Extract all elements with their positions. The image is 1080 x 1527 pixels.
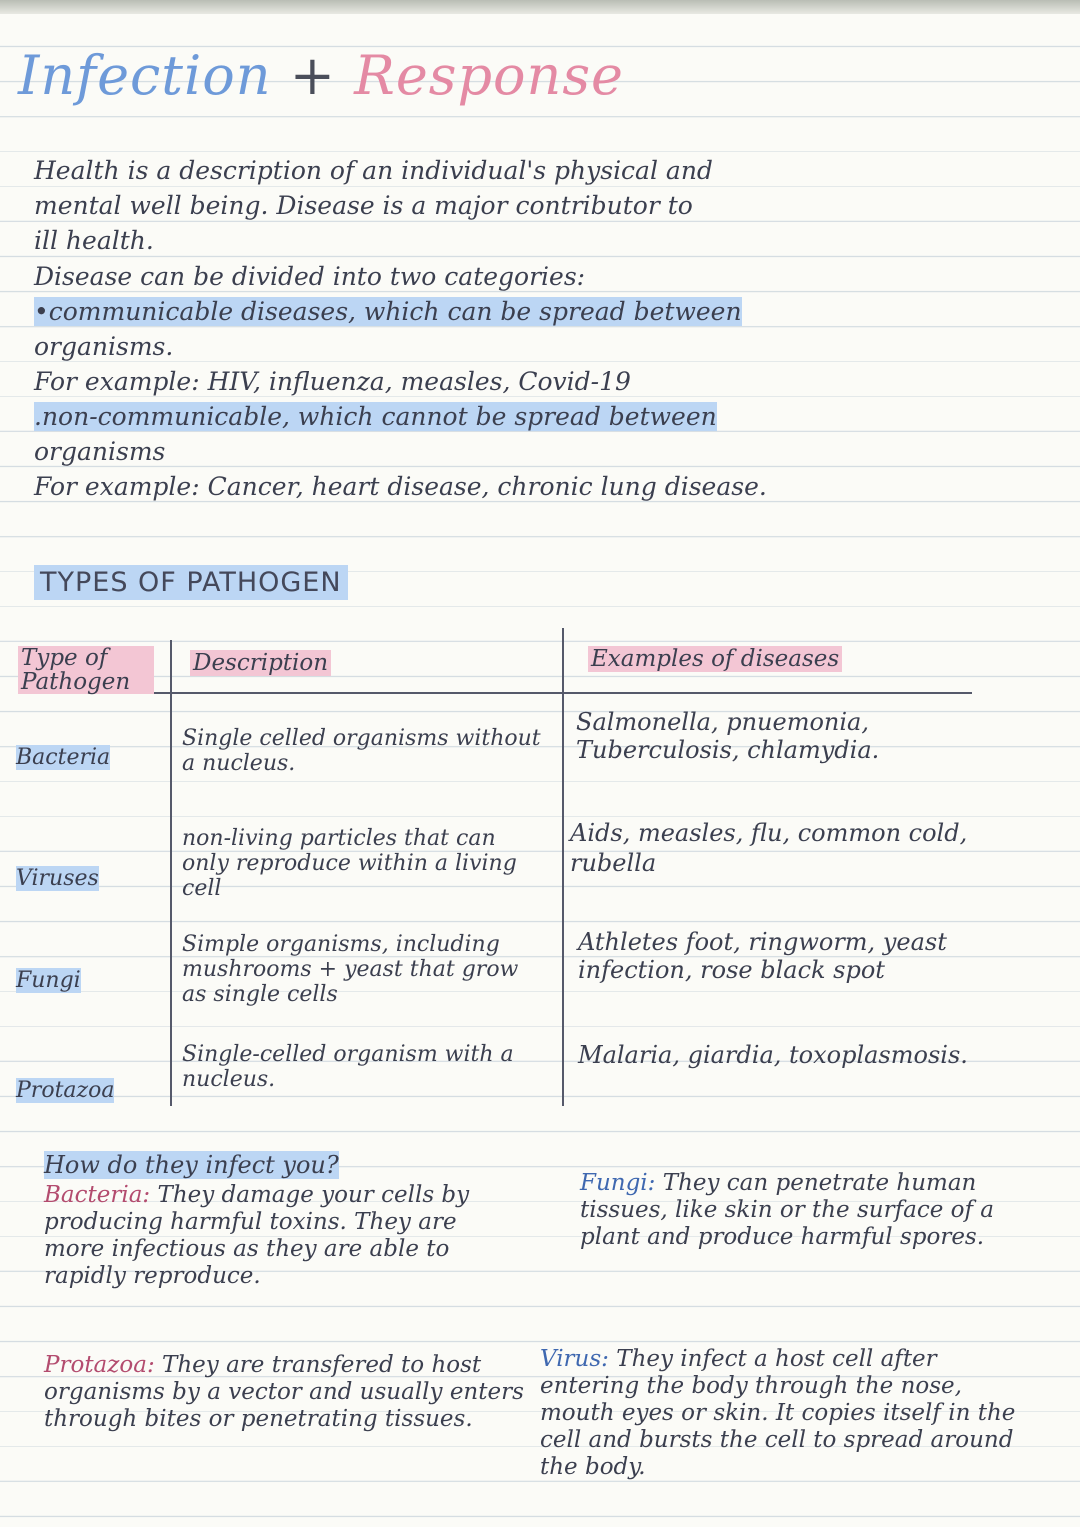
- table-row-type: Viruses: [16, 866, 99, 891]
- section-title: TYPES OF PATHOGEN: [34, 565, 348, 600]
- title-part-infection: Infection: [18, 44, 272, 107]
- table-row-type: Fungi: [16, 968, 81, 993]
- intro-line: ill health.: [34, 226, 154, 255]
- protazoa-infection-note: [44, 1352, 534, 1433]
- intro-line: Health is a description of an individual's physical and: [34, 156, 713, 185]
- page-title: [18, 44, 624, 107]
- table-header-examples: Examples of diseases: [588, 646, 842, 672]
- table-row-description: Single-celled organism with a nucleus.: [182, 1042, 514, 1092]
- table-divider: [18, 692, 972, 694]
- table-row-examples: Athletes foot, ringworm, yeast infection, rose black spot: [578, 928, 947, 984]
- intro-highlight: .non-communicable, which cannot be spread between: [34, 402, 717, 431]
- bacteria-infection-note: [44, 1182, 524, 1290]
- fungi-infection-note: [580, 1170, 1020, 1251]
- virus-label: Virus:: [540, 1346, 609, 1372]
- intro-line: For example: HIV, influenza, measles, Covid-19: [34, 367, 631, 396]
- table-row-type: Protazoa: [16, 1078, 115, 1103]
- intro-line: Disease can be divided into two categories:: [34, 262, 586, 291]
- infection-question: How do they infect you?: [44, 1151, 339, 1179]
- table-row-examples: Aids, measles, flu, common cold, rubella: [570, 819, 968, 877]
- table-row-examples: Malaria, giardia, toxoplasmosis.: [578, 1041, 968, 1069]
- intro-line: organisms: [34, 437, 166, 466]
- table-header-description: Description: [190, 650, 331, 676]
- table-row-type: Bacteria: [16, 745, 111, 770]
- table-divider: [170, 640, 172, 1106]
- virus-infection-note: [540, 1346, 1040, 1481]
- table-header-type: Type of Pathogen: [18, 646, 154, 694]
- table-row-description: non-living particles that can only reproduce within a living cell: [182, 826, 517, 901]
- intro-line: mental well being. Disease is a major contributor to: [34, 191, 693, 220]
- fungi-text: They can penetrate human tissues, like skin or the surface of a plant and produce harmful spores.: [580, 1170, 994, 1250]
- table-row-description: Simple organisms, including mushrooms + yeast that grow as single cells: [182, 932, 519, 1007]
- intro-line: organisms.: [34, 332, 174, 361]
- protazoa-text: They are transfered to host organisms by a vector and usually enters through bites or penetrating tissues.: [44, 1352, 524, 1432]
- intro-line: For example: Cancer, heart disease, chronic lung disease.: [34, 472, 767, 501]
- table-divider: [562, 628, 564, 1106]
- virus-text: They infect a host cell after entering the body through the nose, mouth eyes or skin. It copies itself in the cell and bursts the cell to spread around the body.: [540, 1346, 1016, 1480]
- bacteria-label: Bacteria:: [44, 1182, 151, 1208]
- table-row-examples: Salmonella, pnuemonia, Tuberculosis, chlamydia.: [576, 708, 880, 764]
- intro-highlight: •communicable diseases, which can be spread between: [34, 297, 742, 326]
- intro-line: [34, 297, 742, 326]
- protazoa-label: Protazoa:: [44, 1352, 155, 1378]
- fungi-label: Fungi:: [580, 1170, 656, 1196]
- intro-line: [34, 402, 717, 431]
- title-part-response: Response: [354, 44, 625, 107]
- table-row-description: Single celled organisms without a nucleus.: [182, 726, 541, 776]
- bacteria-text: They damage your cells by producing harmful toxins. They are more infectious as they are able to rapidly reproduce.: [44, 1182, 470, 1289]
- title-plus: +: [289, 44, 336, 107]
- top-strip: [0, 0, 1080, 14]
